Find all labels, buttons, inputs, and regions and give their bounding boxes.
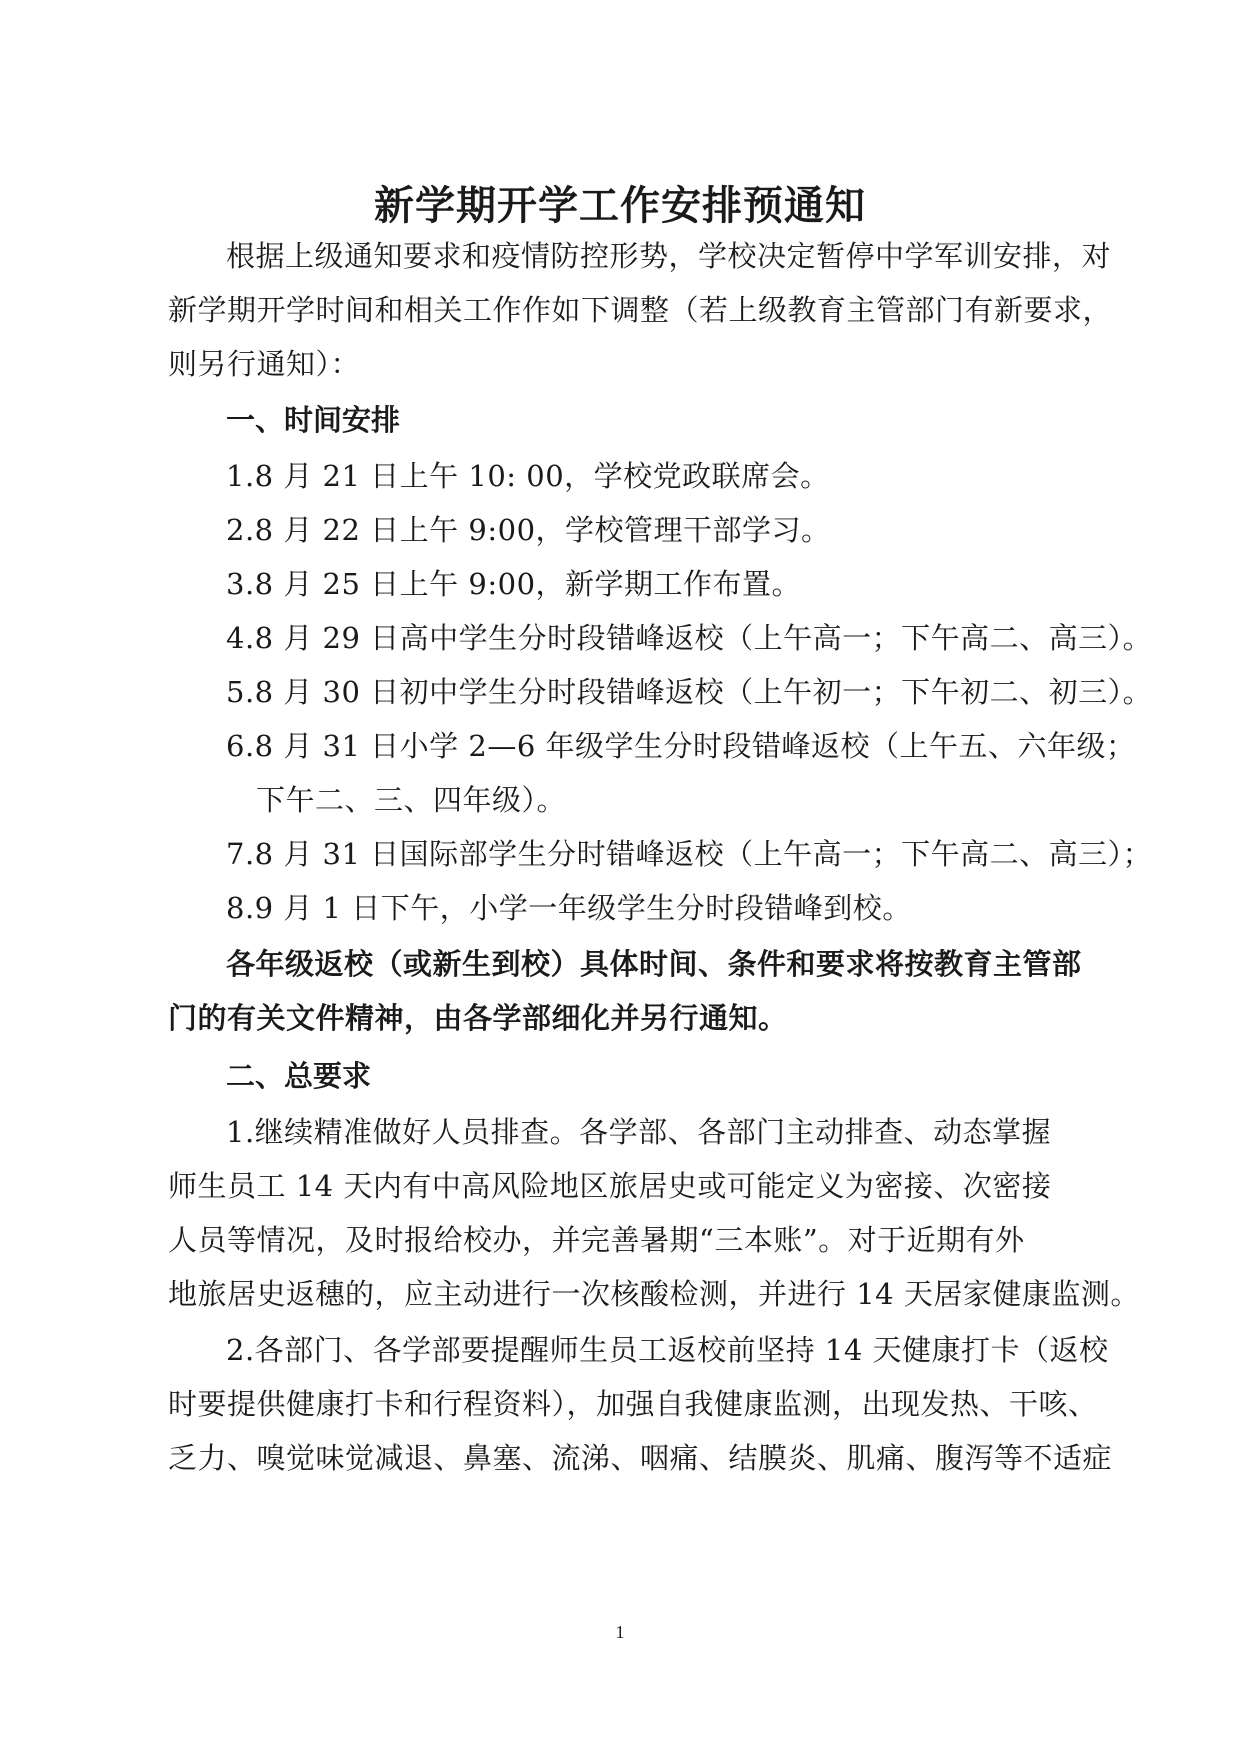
intro-line-2: 新学期开学时间和相关工作作如下调整（若上级教育主管部门有新要求， <box>168 293 1113 327</box>
requirement-line-7: 乏力、嗅觉味觉减退、鼻塞、流涕、咽痛、结膜炎、肌痛、腹泻等不适症 <box>168 1441 1113 1475</box>
schedule-item-7: 7.8 月 31 日国际部学生分时错峰返校（上午高一；下午高二、高三）； <box>226 837 1153 871</box>
intro-line-3: 则另行通知）： <box>168 347 361 381</box>
requirement-line-3: 人员等情况，及时报给校办，并完善暑期“三本账”。对于近期有外 <box>168 1223 1025 1257</box>
requirement-line-4: 地旅居史返穗的，应主动进行一次核酸检测，并进行 14 天居家健康监测。 <box>168 1277 1140 1311</box>
section-heading-requirements: 二、总要求 <box>226 1059 372 1093</box>
page-number: 1 <box>615 1622 625 1642</box>
requirement-line-6: 时要提供健康打卡和行程资料），加强自我健康监测，出现发热、干咳、 <box>168 1387 1098 1421</box>
schedule-item-1: 1.8 月 21 日上午 10: 00，学校党政联席会。 <box>226 459 830 493</box>
schedule-item-6-cont: 下午二、三、四年级）。 <box>256 783 567 817</box>
schedule-item-3: 3.8 月 25 日上午 9:00，新学期工作布置。 <box>226 567 802 601</box>
schedule-note-line-2: 门的有关文件精神，由各学部细化并另行通知。 <box>168 1001 788 1035</box>
schedule-item-6: 6.8 月 31 日小学 2—6 年级学生分时段错峰返校（上午五、六年级； <box>226 729 1136 763</box>
schedule-item-5: 5.8 月 30 日初中学生分时段错峰返校（上午初一；下午初二、初三）。 <box>226 675 1153 709</box>
intro-line-1: 根据上级通知要求和疫情防控形势，学校决定暂停中学军训安排，对 <box>226 239 1112 273</box>
document-title: 新学期开学工作安排预通知 <box>374 182 866 229</box>
schedule-item-8: 8.9 月 1 日下午，小学一年级学生分时段错峰到校。 <box>226 891 912 925</box>
schedule-item-4: 4.8 月 29 日高中学生分时段错峰返校（上午高一；下午高二、高三）。 <box>226 621 1153 655</box>
requirement-line-2: 师生员工 14 天内有中高风险地区旅居史或可能定义为密接、次密接 <box>168 1169 1052 1203</box>
section-heading-time: 一、时间安排 <box>226 403 401 437</box>
requirement-line-5: 2.各部门、各学部要提醒师生员工返校前坚持 14 天健康打卡（返校 <box>226 1333 1109 1367</box>
requirement-line-1: 1.继续精准做好人员排查。各学部、各部门主动排查、动态掌握 <box>226 1115 1052 1149</box>
schedule-item-2: 2.8 月 22 日上午 9:00，学校管理干部学习。 <box>226 513 831 547</box>
schedule-note-line-1: 各年级返校（或新生到校）具体时间、条件和要求将按教育主管部 <box>226 947 1082 981</box>
